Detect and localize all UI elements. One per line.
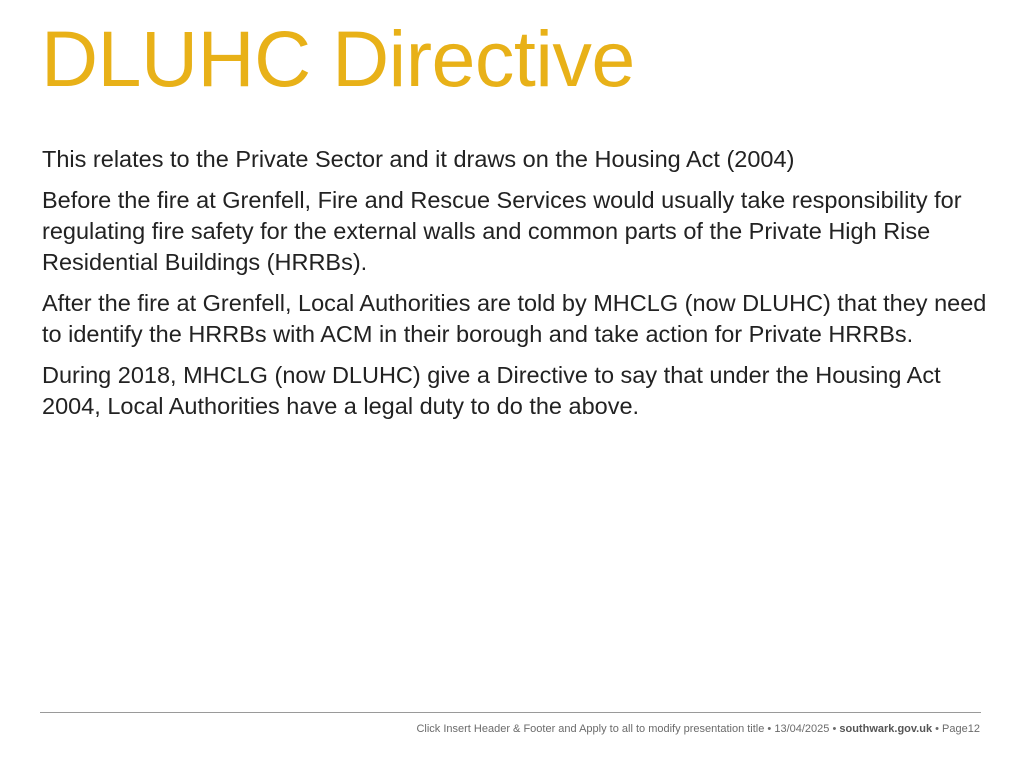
- slide-footer: [416, 723, 980, 735]
- footer-page-number: 12: [967, 723, 980, 735]
- footer-date: 13/04/2025: [774, 723, 830, 735]
- body-paragraph: After the fire at Grenfell, Local Authorities are told by MHCLG (now DLUHC) that they need to identify the HRRBs with ACM in their borough and take action for Private HRRBs.: [42, 290, 987, 347]
- footer-separator: •: [932, 723, 943, 735]
- footer-divider: [40, 712, 981, 713]
- footer-site: southwark.gov.uk: [839, 723, 933, 735]
- slide-body: [42, 144, 992, 432]
- slide-title: DLUHC Directive: [41, 14, 635, 103]
- body-paragraph: This relates to the Private Sector and it draws on the Housing Act (2004): [42, 146, 795, 172]
- body-paragraph: Before the fire at Grenfell, Fire and Rescue Services would usually take responsibility for regulating fire safety for the external walls and common parts of the Private High Rise Residential Buildings (HRRBs).: [42, 187, 962, 275]
- footer-separator: •: [829, 723, 840, 735]
- footer-page-label: Page: [942, 723, 968, 735]
- footer-presentation-title: Click Insert Header & Footer and Apply to all to modify presentation title: [416, 723, 765, 735]
- body-paragraph: During 2018, MHCLG (now DLUHC) give a Directive to say that under the Housing Act 2004, Local Authorities have a legal duty to do the above.: [42, 362, 941, 419]
- footer-separator: •: [764, 723, 775, 735]
